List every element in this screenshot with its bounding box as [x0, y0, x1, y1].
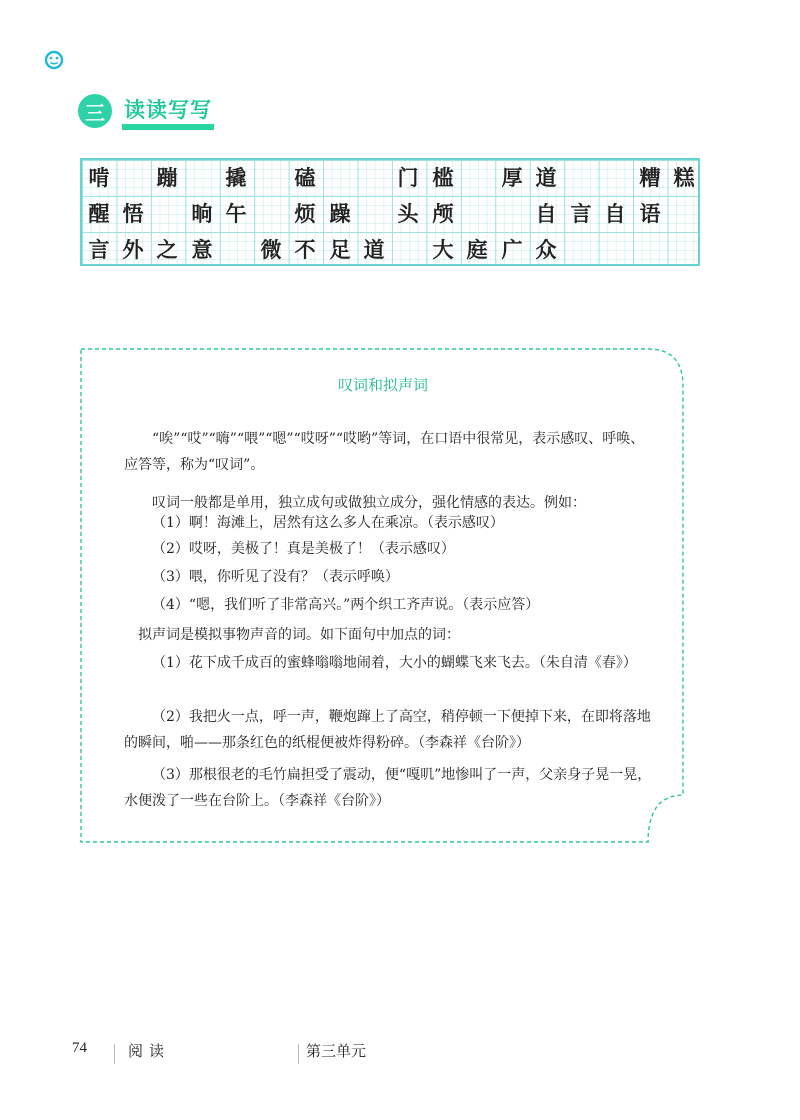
- onomatopoeia-example-1: （1）花下成千成百的蜜蜂嗡嗡地闹着，大小的蝴蝶飞来飞去。（朱自清《春》）: [152, 655, 637, 671]
- word-char: 头: [397, 202, 419, 226]
- title-underline: [122, 124, 214, 130]
- word-char: 厚: [501, 166, 523, 190]
- word-char: 门: [397, 166, 419, 190]
- word-char: 言: [88, 238, 110, 262]
- word-char: 道: [363, 238, 385, 262]
- word-grid: [80, 158, 700, 266]
- word-char: 自: [535, 202, 557, 226]
- section-title: 读读写写: [124, 98, 212, 122]
- word-char: 语: [639, 202, 661, 226]
- word-char: 蹦: [156, 166, 178, 190]
- example-3: （3）喂，你听见了没有？（表示呼唤）: [152, 569, 399, 585]
- word-char: 午: [225, 202, 247, 226]
- page-number: 74: [72, 1040, 87, 1056]
- word-char: 晌: [191, 202, 213, 226]
- word-char: 众: [535, 238, 557, 262]
- word-char: 广: [501, 238, 523, 262]
- word-char: 醒: [88, 202, 110, 226]
- word-row-2: [82, 196, 698, 232]
- page-footer: [0, 1040, 800, 1064]
- word-char: 言: [570, 202, 592, 226]
- footer-divider: [298, 1044, 299, 1064]
- word-char: 外: [122, 238, 144, 262]
- word-char: 糟: [639, 166, 661, 190]
- word-char: 烦: [294, 202, 316, 226]
- onomatopoeia-example-2: （2）我把火一点，呼一声，鞭炮蹿上了高空，稍停顿一下便掉下来，在即将落地的瞬间，啪——那条红色的纸棍便被炸得粉碎。（李森祥《台阶》）: [124, 709, 651, 751]
- word-char: 啃: [88, 166, 110, 190]
- word-char: 意: [191, 238, 213, 262]
- section-heading: [78, 94, 218, 134]
- word-char: 颅: [432, 202, 454, 226]
- word-char: 槛: [432, 166, 454, 190]
- word-char: 自: [604, 202, 626, 226]
- word-char: 不: [294, 238, 316, 262]
- example-4: （4）“嗯，我们听了非常高兴。”两个织工齐声说。（表示应答）: [152, 597, 540, 613]
- smiley-icon: [44, 50, 64, 70]
- section-number-badge: 三: [78, 94, 112, 128]
- usage-paragraph: 叹词一般都是单用，独立成句或做独立成分，强化情感的表达。例如：: [152, 495, 586, 511]
- word-char: 躁: [329, 202, 351, 226]
- word-char: 撬: [225, 166, 247, 190]
- word-char: 之: [156, 238, 178, 262]
- word-char: 道: [535, 166, 557, 190]
- word-char: 糕: [673, 166, 695, 190]
- intro-paragraph: “唉”“哎”“嗨”“喂”“嗯”“哎呀”“哎哟”等词，在口语中很常见，表示感叹、呼唤、应答等，称为“叹词”。: [124, 431, 645, 473]
- example-2: （2）哎呀，美极了！真是美极了！（表示感叹）: [152, 541, 455, 557]
- word-row-1: [82, 160, 698, 196]
- word-char: 悟: [122, 202, 144, 226]
- footer-divider: [114, 1044, 115, 1064]
- footer-unit: 第三单元: [306, 1042, 367, 1060]
- onomatopoeia-paragraph: 拟声词是模拟事物声音的词。如下面句中加点的词：: [138, 627, 460, 643]
- word-row-3: [82, 232, 698, 268]
- onomatopoeia-example-3: （3）那根很老的毛竹扁担受了震动，便“嘎叽”地惨叫了一声，父亲身子晃一晃，水便泼了一些在台阶上。（李森祥《台阶》）: [124, 767, 652, 809]
- knowledge-box: [80, 348, 686, 844]
- word-char: 大: [432, 238, 454, 262]
- word-char: 磕: [294, 166, 316, 190]
- box-title: 叹词和拟声词: [337, 376, 428, 394]
- footer-section: 阅读: [128, 1042, 171, 1060]
- word-char: 足: [329, 238, 351, 262]
- word-char: 庭: [466, 238, 488, 262]
- example-1: （1）啊！海滩上，居然有这么多人在乘凉。（表示感叹）: [152, 515, 504, 531]
- word-char: 微: [260, 238, 282, 262]
